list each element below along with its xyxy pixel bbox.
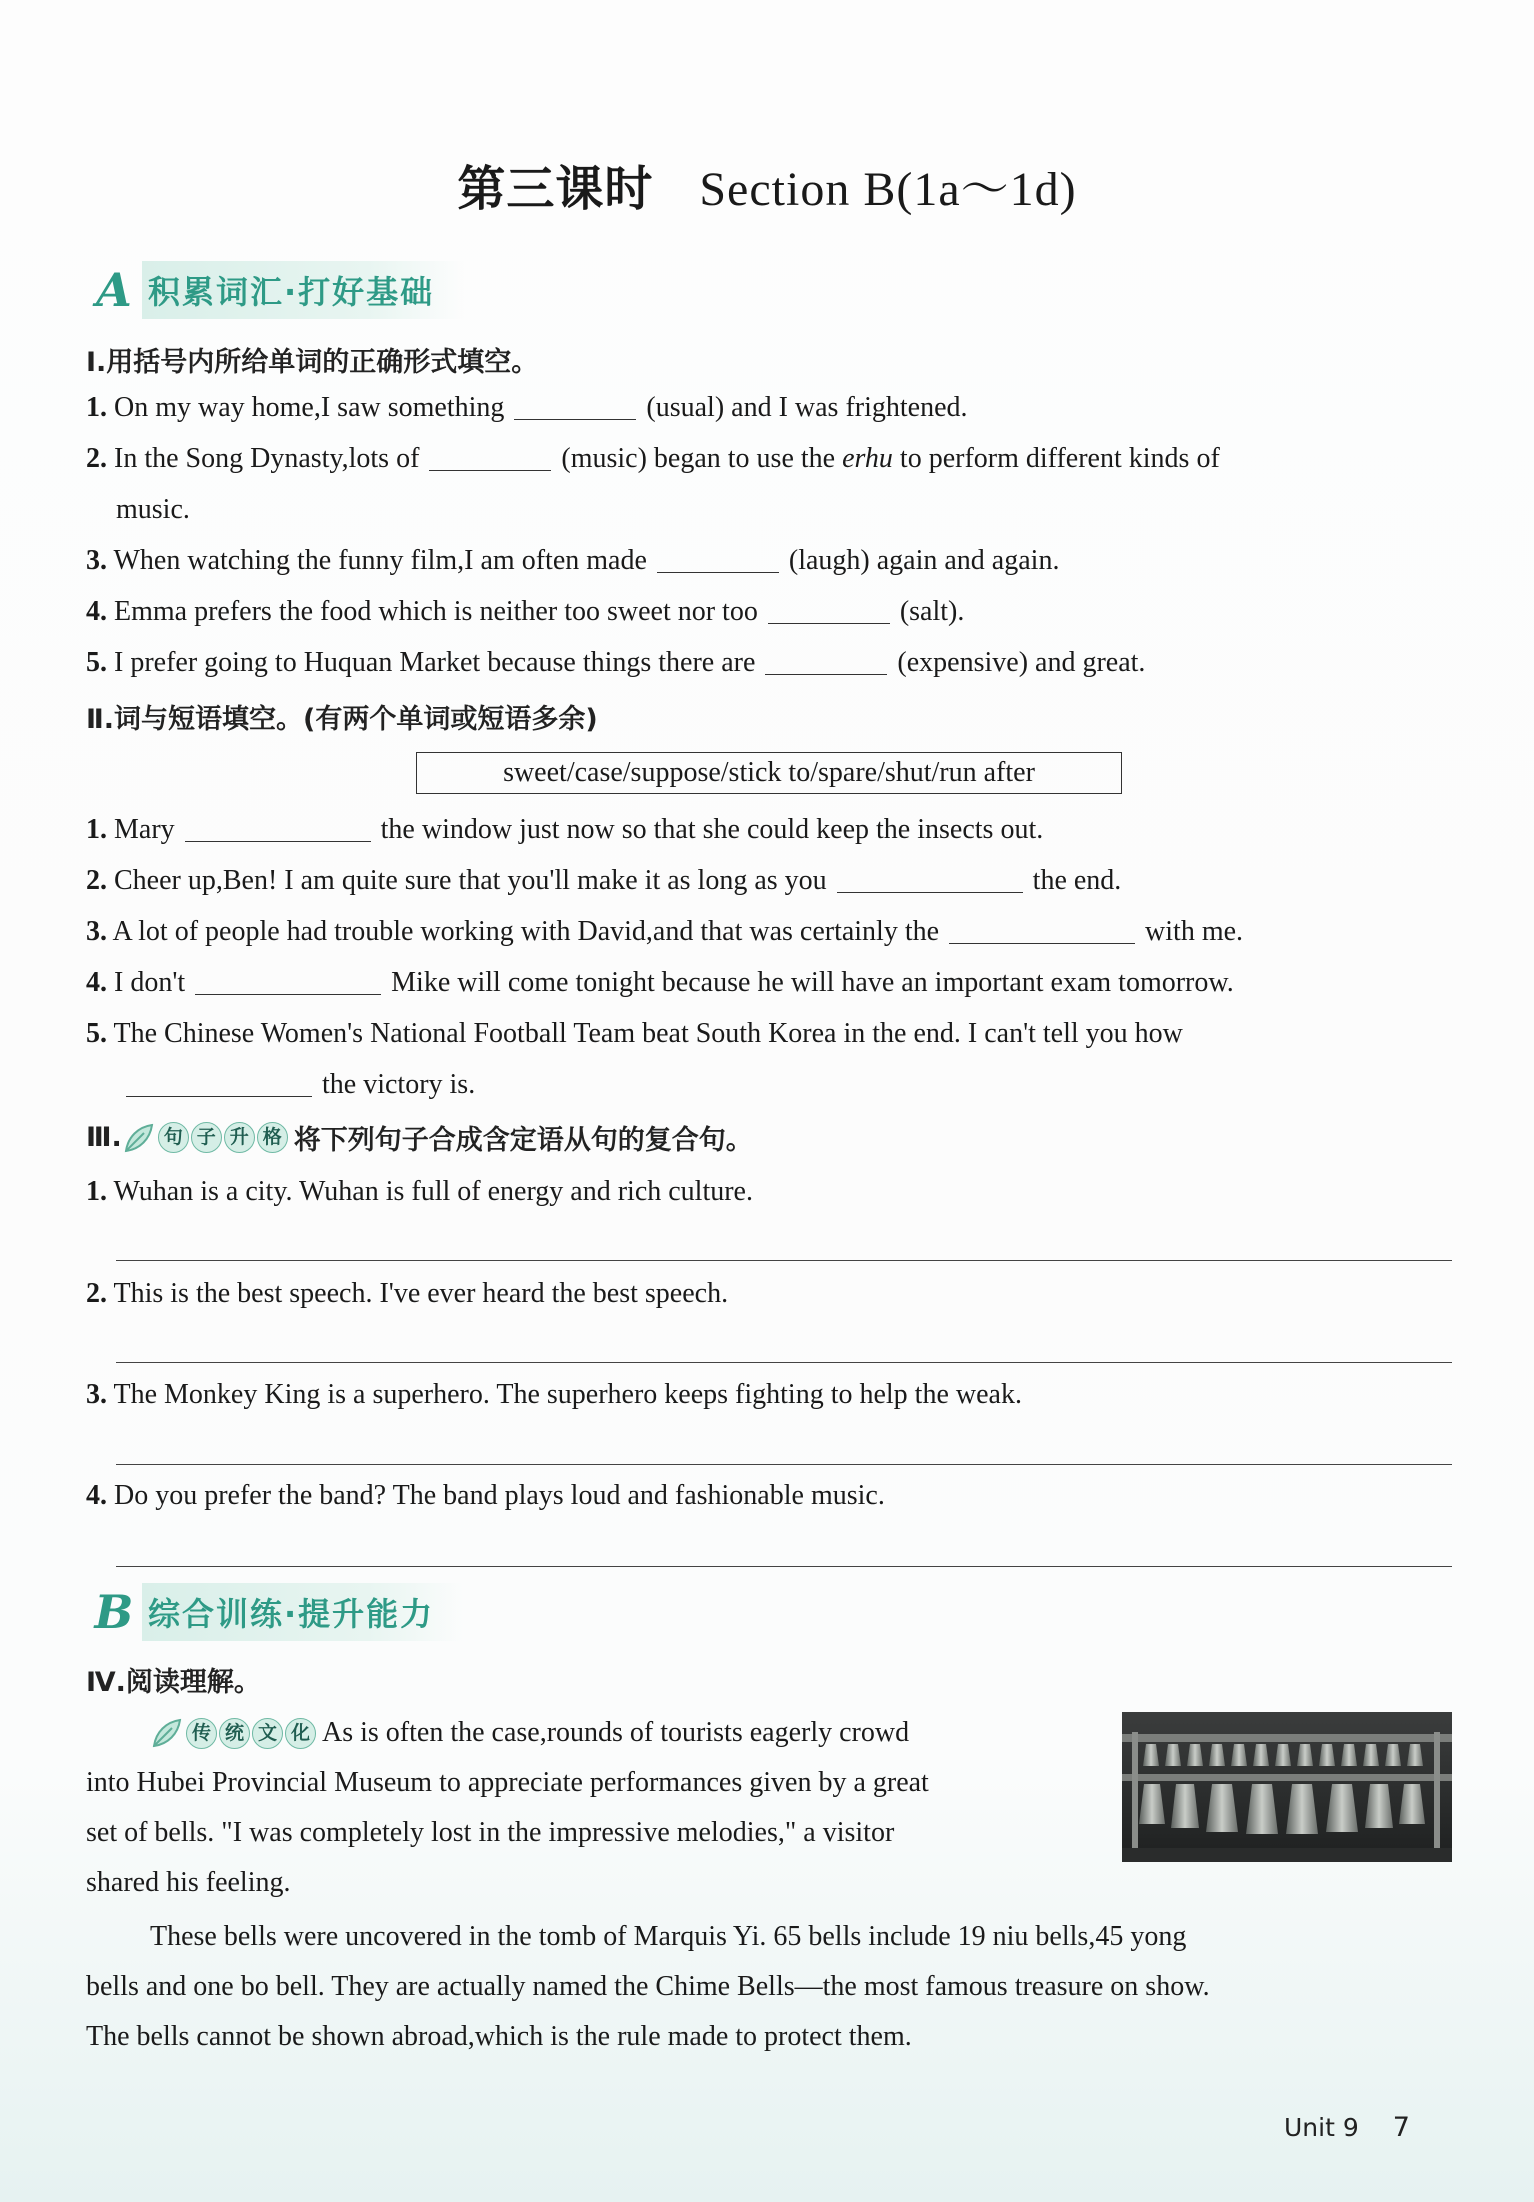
section-a-letter: A [96,263,132,317]
part4-heading: Ⅳ.阅读理解。 [86,1667,261,1698]
answer-blank[interactable] [837,862,1023,893]
answer-line[interactable] [116,1464,1452,1465]
section-b-letter: B [94,1585,134,1639]
part1-question-4: 4. Emma prefers the food which is neither too sweet nor too (salt). [86,586,1456,637]
part3-prefix: Ⅲ. [86,1122,122,1153]
answer-blank[interactable] [949,913,1135,944]
part3-question-2: 2. This is the best speech. I've ever heard the best speech. [86,1278,729,1309]
chime-bells-photo [1122,1712,1452,1862]
page-title [0,150,1534,219]
section-b-banner [86,1580,464,1644]
answer-blank[interactable] [126,1066,312,1097]
part2-heading: Ⅱ.词与短语填空。(有两个单词或短语多余) [86,704,598,735]
part2-question-2: 2. Cheer up,Ben! I am quite sure that you'll make it as long as you the end. [86,855,1456,906]
section-a-banner [86,258,464,322]
part1-question-2: 2. In the Song Dynasty,lots of (music) began to use the erhu to perform different kinds of music. [86,433,1456,535]
title-english: Section B(1a～1d) [699,163,1077,216]
section-b-label: 综合训练·提升能力 [142,1583,464,1641]
part3-instruction: 将下列句子合成含定语从句的复合句。 [293,1125,753,1156]
answer-blank[interactable] [514,389,636,420]
answer-line[interactable] [116,1566,1452,1567]
part2-question-1: 1. Mary the window just now so that she could keep the insects out. [86,804,1456,855]
section-a-label: 积累词汇·打好基础 [142,261,464,319]
part3-heading [86,1118,753,1157]
answer-blank[interactable] [429,440,551,471]
part3-question-1: 1. Wuhan is a city. Wuhan is full of energy and rich culture. [86,1176,753,1207]
leaf-icon [122,1121,156,1155]
title-chinese: 第三课时 [457,161,654,217]
part2-question-4: 4. I don't Mike will come tonight because he will have an important exam tomorrow. [86,957,1456,1008]
word-bank-box: sweet/case/suppose/stick to/spare/shut/run after [416,752,1122,794]
reading-paragraph-1: 传 统 文 化 As is often the case,rounds of tourists eagerly crowd into Hubei Provincial Museum to appreciate performances given by a great set of bells. "I was completely lost in the impressive melodies," a visitor shared his feeling. [86,1717,929,1898]
page-number: 7 [1392,2112,1410,2143]
leaf-icon [150,1716,184,1750]
answer-blank[interactable] [768,593,890,624]
part1-question-3: 3. When watching the funny film,I am often made (laugh) again and again. [86,535,1456,586]
sentence-upgrade-tag: 句 子 升 格 [122,1121,290,1155]
answer-blank[interactable] [195,964,381,995]
part1-question-5: 5. I prefer going to Huquan Market because things there are (expensive) and great. [86,637,1456,688]
unit-label: Unit 9 [1284,2113,1359,2142]
traditional-culture-tag: 传 统 文 化 [150,1716,318,1750]
part2-question-3: 3. A lot of people had trouble working with David,and that was certainly the with me. [86,906,1456,957]
answer-line[interactable] [116,1362,1452,1363]
part3-question-3: 3. The Monkey King is a superhero. The superhero keeps fighting to help the weak. [86,1379,1022,1410]
part3-question-4: 4. Do you prefer the band? The band plays loud and fashionable music. [86,1480,885,1511]
reading-paragraph-2: These bells were uncovered in the tomb of Marquis Yi. 65 bells include 19 niu bells,45 yong bells and one bo bell. They are actually named the Chime Bells—the most famous treasure on show. The bells cannot be shown abroad,which is the rule made to protect them. [86,1921,1210,2052]
part1-question-1: 1. On my way home,I saw something (usual) and I was frightened. [86,382,1456,433]
page-footer [1284,2112,1410,2143]
part2-question-5: 5. The Chinese Women's National Football Team beat South Korea in the end. I can't tell you how the victory is. [86,1018,1183,1100]
answer-blank[interactable] [185,811,371,842]
answer-line[interactable] [116,1260,1452,1261]
answer-blank[interactable] [657,542,779,573]
part1-heading: Ⅰ.用括号内所给单词的正确形式填空。 [86,347,539,378]
answer-blank[interactable] [765,644,887,675]
